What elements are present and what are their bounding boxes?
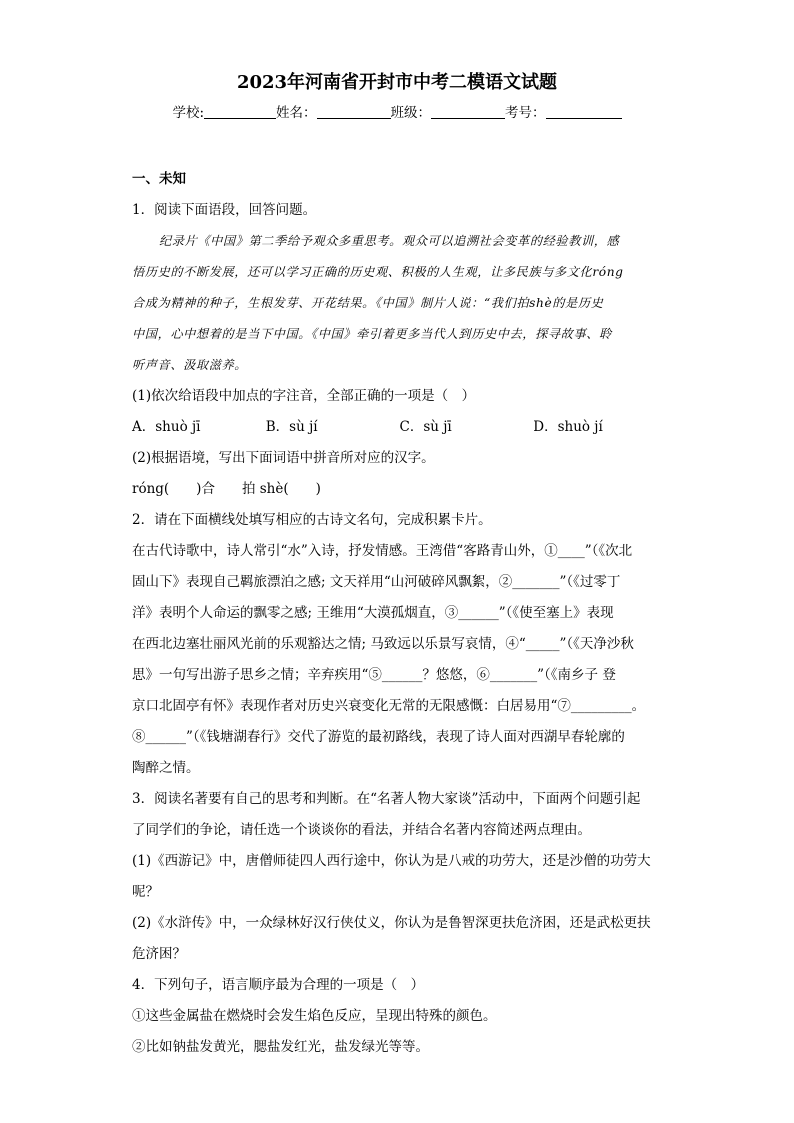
q1-sub2: (2)根据语境，写出下面词语中拼音所对应的汉字。 xyxy=(132,450,435,466)
q2-line: 京口北固亭有怀》表现作者对历史兴衰变化无常的无限感慨：白居易用“⑦_________。 xyxy=(132,698,646,714)
q1-passage-line: 听声音、汲取滋养。 xyxy=(132,358,248,372)
q1-passage-line: 中国，心中想着的是当下中国。《中国》牵引着更多当代人到历史中去，探寻故事、聆 xyxy=(132,327,612,341)
q2-line: ⑧______”（《钱塘湖春行》交代了游览的最初路线，表现了诗人面对西湖早春轮廓的 xyxy=(132,729,625,745)
q1-passage-line: 悟历史的不断发展，还可以学习正确的历史观、积极的人生观，让多民族与多文化róng xyxy=(132,265,624,279)
q3-line: (1)《西游记》中，唐僧师徒四人西行途中，你认为是八戒的功劳大，还是沙僧的功劳大 xyxy=(132,853,651,869)
section-heading: 一、未知 xyxy=(132,171,186,187)
option-d[interactable]: D．shuò jí xyxy=(533,419,603,435)
class-label: 班级： xyxy=(390,105,432,121)
q2-line: 洋》表明个人命运的飘零之感; 王维用“大漠孤烟直，③______”（《使至塞上》表现 xyxy=(132,605,614,621)
q3-line: (2)《水浒传》中，一众绿林好汉行侠仗义，你认为是鲁智深更扶危济困，还是武松更扶 xyxy=(132,915,651,931)
exam-content xyxy=(132,164,667,1063)
q2-line: 2．请在下面横线处填写相应的古诗文名句，完成积累卡片。 xyxy=(132,512,492,528)
exam-no-field[interactable] xyxy=(546,104,622,119)
q1-fill[interactable]: róng( )合 拍 shè( ) xyxy=(132,481,321,497)
option-b[interactable]: B．sù jí xyxy=(265,419,318,435)
page-title: 2023年河南省开封市中考二模语文试题 xyxy=(236,72,558,93)
student-info-line xyxy=(0,103,794,123)
q1-passage-line: 合成为精神的种子，生根发芽、开花结果。《中国》制片人说：“我们拍shè的是历史 xyxy=(132,296,604,310)
q4-line: ①这些金属盐在燃烧时会发生焰色反应，呈现出特殊的颜色。 xyxy=(132,1008,497,1024)
q2-line: 思》一句写出游子思乡之情；辛弃疾用“⑤______？悠悠，⑥_______”（《南乡子 登 xyxy=(132,667,616,683)
exam-no-label: 考号： xyxy=(505,105,546,121)
q4-line: 4．下列句子，语言顺序最为合理的一项是（ ） xyxy=(132,977,425,993)
q2-line: 固山下》表现自己羁旅漂泊之感; 文天祥用“山河破碎风飘絮，②_______”（《过零丁 xyxy=(132,574,621,590)
q2-line: 在西北边塞壮丽风光前的乐观豁达之情; 马致远以乐景写哀情，④“_____”（《天净沙秋 xyxy=(132,636,634,652)
q1-sub1: (1)依次给语段中加点的字注音，全部正确的一项是（ ） xyxy=(132,388,476,404)
school-field[interactable] xyxy=(204,104,276,119)
option-a[interactable]: A．shuò jī xyxy=(132,419,201,435)
option-c[interactable]: C．sù jī xyxy=(399,419,452,435)
q3-line: 了同学们的争论，请任选一个谈谈你的看法，并结合名著内容简述两点理由。 xyxy=(132,822,591,838)
name-label: 姓名： xyxy=(276,105,317,121)
q1-passage-line: 纪录片《中国》第二季给予观众多重思考。观众可以追溯社会变革的经验教训，感 xyxy=(159,234,620,248)
q3-line: 3．阅读名著要有自己的思考和判断。在“名著人物大家谈”活动中，下面两个问题引起 xyxy=(132,791,641,807)
class-field[interactable] xyxy=(431,104,505,119)
q3-line: 危济困？ xyxy=(132,946,186,962)
q3-line: 呢？ xyxy=(132,884,159,900)
q1-stem: 1．阅读下面语段，回答问题。 xyxy=(132,202,317,218)
q1-options xyxy=(132,412,667,443)
school-label: 学校: xyxy=(172,105,205,121)
name-field[interactable] xyxy=(317,104,391,119)
q2-line: 在古代诗歌中，诗人常引“水”入诗，抒发情感。王湾借“客路青山外，①____”（《次北 xyxy=(132,543,633,559)
q2-line: 陶醉之情。 xyxy=(132,760,200,776)
q4-line: ②比如钠盐发黄光，腮盐发红光，盐发绿光等等。 xyxy=(132,1039,429,1055)
